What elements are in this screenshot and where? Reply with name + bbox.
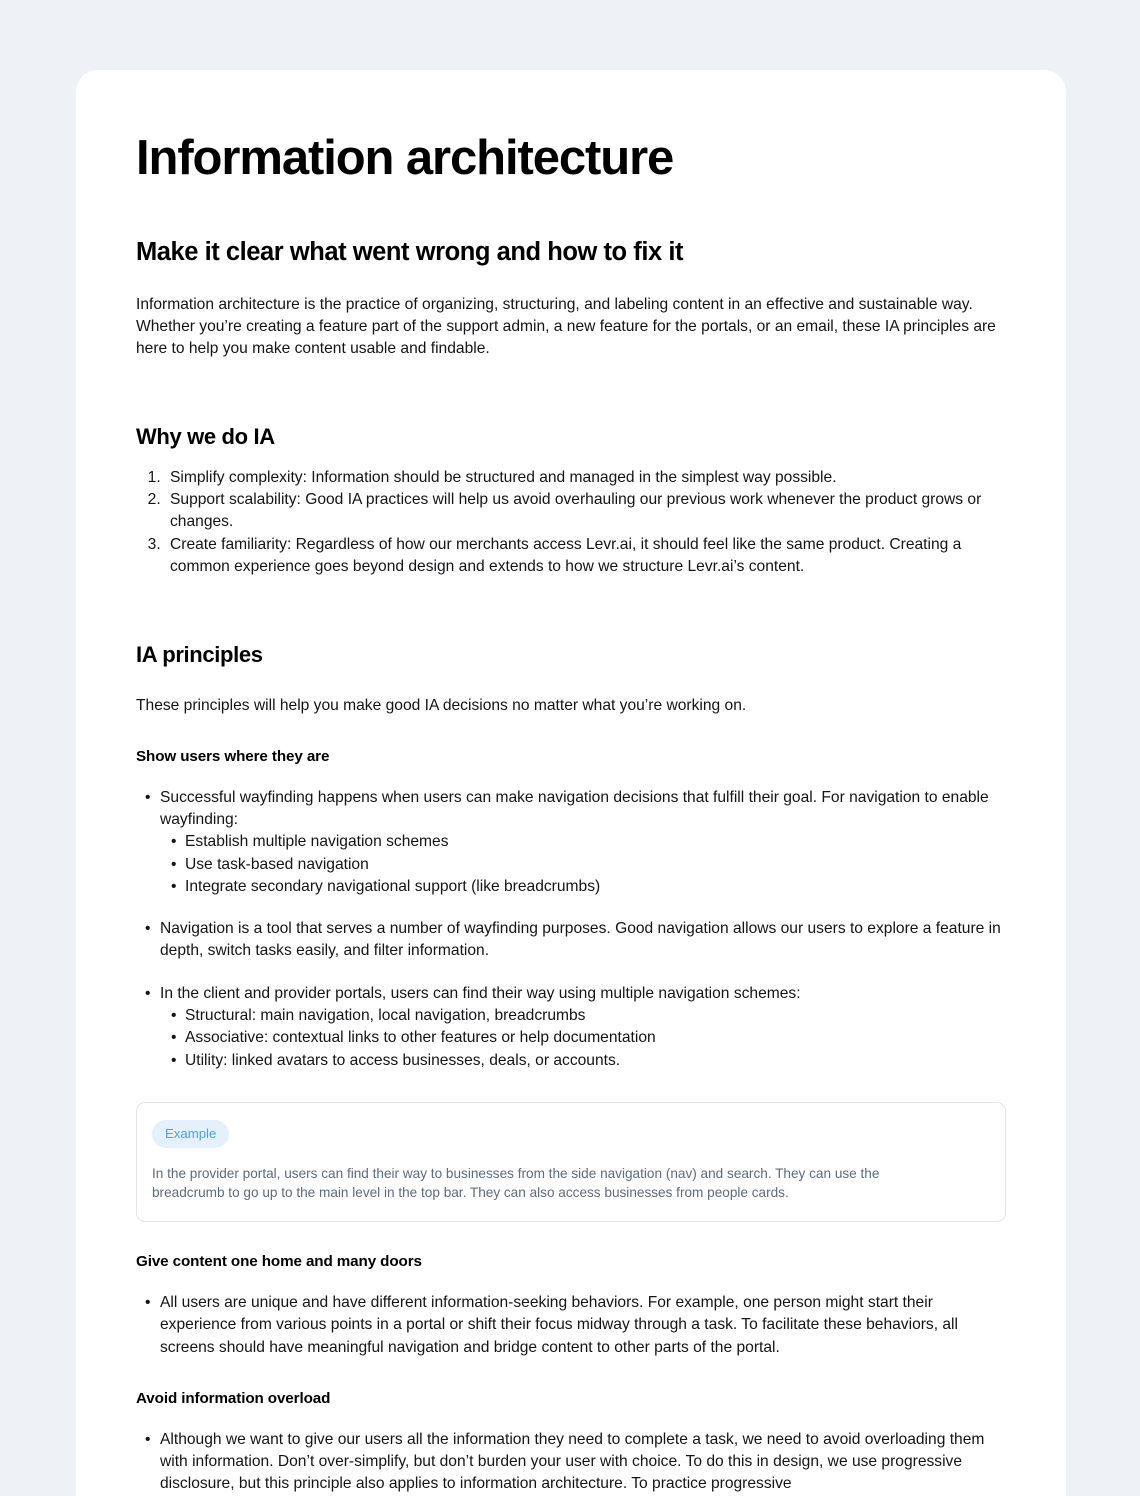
list-item: • Establish multiple navigation schemes [185,831,1006,853]
document-card [76,70,1066,1496]
list-item [160,918,1006,963]
principle-1-sub-list-2 [160,1005,1006,1072]
principle-heading-give-content-one-home: Give content one home and many doors [136,1253,422,1271]
list-item: • Structural: main navigation, local navigation, breadcrumbs [185,1005,1006,1027]
ia-principles-intro: These principles will help you make good IA decisions no matter what you’re working on. [136,696,747,714]
intro-paragraph: Information architecture is the practice of organizing, structuring, and labeling content in an effective and sustainable way. Whether you’re creating a feature part of the support admin, a new feature for the portals, or an email, these IA principles are here to help you make content usable and findable. [136,295,996,358]
document-content [76,70,1066,1496]
page-subtitle: Make it clear what went wrong and how to fix it [136,237,683,266]
list-item-text: • Navigation is a tool that serves a number of wayfinding purposes. Good navigation allows our users to explore a feature in depth, switch tasks easily, and filter information. [160,918,1006,963]
list-item: 3. Create familiarity: Regardless of how our merchants access Levr.ai, it should feel like the same product. Creating a common experience goes beyond design and extends to how we structure Levr.ai’s content. [165,534,1006,579]
list-item: • Utility: linked avatars to access businesses, deals, or accounts. [185,1050,1006,1072]
principle-heading-show-users-where-they-are: Show users where they are [136,747,330,765]
principle-1-bullet-list [136,787,1006,1072]
section-heading-why-we-do-ia: Why we do IA [136,424,275,450]
list-item-text: • Successful wayfinding happens when users can make navigation decisions that fulfill their goal. For navigation to enable wayfinding: [160,787,1006,832]
principle-heading-avoid-information-overload: Avoid information overload [136,1390,331,1407]
list-item-text: • In the client and provider portals, users can find their way using multiple navigation schemes: [160,983,1006,1005]
list-item: 2. Support scalability: Good IA practices will help us avoid overhauling our previous work whenever the product grows or changes. [165,489,1006,534]
list-item [160,983,1006,1072]
list-item: • Associative: contextual links to other features or help documentation [185,1027,1006,1049]
list-item [160,787,1006,898]
list-item-text: • Although we want to give our users all the information they need to complete a task, we need to avoid overloading them with information. Don’t over-simplify, but don’t burden your user with choice. To do this in design, we use progressive disclosure, but this principle also applies to information architecture. To practice progressive [160,1429,1006,1496]
principle-3-bullet-list [136,1429,1006,1496]
principle-1-sub-list [160,831,1006,898]
why-we-do-ia-list [136,467,1006,578]
section-heading-ia-principles: IA principles [136,642,263,668]
list-item: • Use task-based navigation [185,854,1006,876]
list-item [160,1292,1006,1359]
principle-2-bullet-list [136,1292,1006,1359]
list-item [160,1429,1006,1496]
list-item: • Integrate secondary navigational support (like breadcrumbs) [185,876,1006,898]
page-title: Information architecture [136,131,674,185]
example-callout [136,1102,1006,1222]
example-callout-text: In the provider portal, users can find their way to businesses from the side navigation (nav) and search. They can use the breadcrumb to go up to the main level in the top bar. They can also access businesses from people cards. [152,1166,880,1200]
list-item-text: • All users are unique and have different information-seeking behaviors. For example, one person might start their experience from various points in a portal or shift their focus midway through a task. To facilitate these behaviors, all screens should have meaningful navigation and bridge content to other parts of the portal. [160,1292,1006,1359]
list-item: 1. Simplify complexity: Information should be structured and managed in the simplest way possible. [165,467,1006,489]
status-badge: Example [152,1120,229,1148]
